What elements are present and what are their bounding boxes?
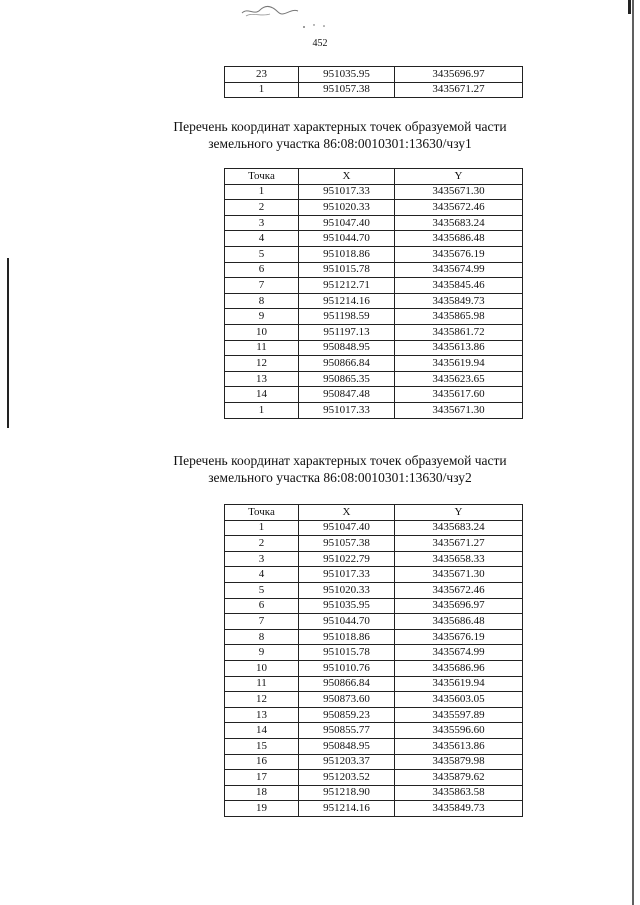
y-cell: 3435596.60 [395, 723, 523, 739]
y-cell: 3435849.73 [395, 293, 523, 309]
point-cell: 13 [225, 371, 299, 387]
point-cell: 1 [225, 184, 299, 200]
x-cell: 950859.23 [299, 707, 395, 723]
table-row [225, 738, 523, 754]
point-cell: 23 [225, 67, 299, 83]
y-cell: 3435613.86 [395, 738, 523, 754]
column-header-x: X [299, 169, 395, 185]
x-cell: 951018.86 [299, 246, 395, 262]
point-cell: 10 [225, 660, 299, 676]
x-cell: 950866.84 [299, 356, 395, 372]
point-cell: 7 [225, 614, 299, 630]
point-cell: 15 [225, 738, 299, 754]
y-cell: 3435623.65 [395, 371, 523, 387]
point-cell: 3 [225, 551, 299, 567]
point-cell: 7 [225, 278, 299, 294]
point-cell: 6 [225, 262, 299, 278]
y-cell: 3435696.97 [395, 598, 523, 614]
x-cell: 951057.38 [299, 536, 395, 552]
y-cell: 3435683.24 [395, 520, 523, 536]
table-row [225, 231, 523, 247]
x-cell: 951047.40 [299, 215, 395, 231]
point-cell: 9 [225, 645, 299, 661]
point-cell: 1 [225, 520, 299, 536]
table-row [225, 567, 523, 583]
scan-edge-right [632, 0, 634, 905]
y-cell: 3435861.72 [395, 324, 523, 340]
table-row [225, 770, 523, 786]
point-cell: 10 [225, 324, 299, 340]
y-cell: 3435879.98 [395, 754, 523, 770]
point-cell: 12 [225, 356, 299, 372]
x-cell: 951035.95 [299, 67, 395, 83]
coordinates-table-chzu2 [224, 504, 523, 817]
table-row [225, 293, 523, 309]
y-cell: 3435686.48 [395, 231, 523, 247]
point-cell: 2 [225, 200, 299, 216]
x-cell: 950848.95 [299, 340, 395, 356]
x-cell: 951015.78 [299, 262, 395, 278]
point-cell: 1 [225, 82, 299, 98]
x-cell: 951035.95 [299, 598, 395, 614]
point-cell: 2 [225, 536, 299, 552]
x-cell: 950873.60 [299, 692, 395, 708]
x-cell: 951212.71 [299, 278, 395, 294]
table-row [225, 371, 523, 387]
column-header-y: Y [395, 505, 523, 521]
x-cell: 951057.38 [299, 82, 395, 98]
point-cell: 6 [225, 598, 299, 614]
x-cell: 951017.33 [299, 402, 395, 418]
y-cell: 3435683.24 [395, 215, 523, 231]
x-cell: 951020.33 [299, 200, 395, 216]
x-cell: 951017.33 [299, 184, 395, 200]
table-row [225, 387, 523, 403]
table-row [225, 262, 523, 278]
scan-edge-mark-top-right [628, 0, 631, 14]
y-cell: 3435671.30 [395, 567, 523, 583]
x-cell: 950866.84 [299, 676, 395, 692]
y-cell: 3435686.96 [395, 660, 523, 676]
point-cell: 14 [225, 387, 299, 403]
coordinates-table-chzu1 [224, 168, 523, 419]
y-cell: 3435619.94 [395, 676, 523, 692]
x-cell: 950848.95 [299, 738, 395, 754]
point-cell: 5 [225, 246, 299, 262]
table-row [225, 614, 523, 630]
table-row [225, 692, 523, 708]
table-row [225, 645, 523, 661]
heading-line: Перечень координат характерных точек образуемой части [173, 453, 507, 468]
table-header-row [225, 169, 523, 185]
scan-noise-dots [300, 22, 340, 30]
heading-line: земельного участка 86:08:0010301:13630/чзу2 [208, 470, 472, 485]
x-cell: 951022.79 [299, 551, 395, 567]
point-cell: 5 [225, 582, 299, 598]
table-row [225, 754, 523, 770]
table-row [225, 184, 523, 200]
x-cell: 951044.70 [299, 614, 395, 630]
x-cell: 950855.77 [299, 723, 395, 739]
point-cell: 8 [225, 293, 299, 309]
y-cell: 3435613.86 [395, 340, 523, 356]
table-row [225, 676, 523, 692]
y-cell: 3435696.97 [395, 67, 523, 83]
x-cell: 951218.90 [299, 785, 395, 801]
point-cell: 14 [225, 723, 299, 739]
table-row [225, 801, 523, 817]
y-cell: 3435658.33 [395, 551, 523, 567]
section-heading-chzu1 [140, 118, 540, 152]
y-cell: 3435676.19 [395, 629, 523, 645]
y-cell: 3435686.48 [395, 614, 523, 630]
point-cell: 11 [225, 340, 299, 356]
y-cell: 3435672.46 [395, 582, 523, 598]
y-cell: 3435617.60 [395, 387, 523, 403]
section-heading-chzu2 [140, 452, 540, 486]
column-header-x: X [299, 505, 395, 521]
y-cell: 3435845.46 [395, 278, 523, 294]
table-row [225, 340, 523, 356]
table-row [225, 536, 523, 552]
heading-line: земельного участка 86:08:0010301:13630/чзу1 [208, 136, 472, 151]
y-cell: 3435674.99 [395, 262, 523, 278]
point-cell: 13 [225, 707, 299, 723]
table-row [225, 582, 523, 598]
table-header-row [225, 505, 523, 521]
table-row [225, 402, 523, 418]
y-cell: 3435672.46 [395, 200, 523, 216]
y-cell: 3435671.30 [395, 402, 523, 418]
x-cell: 951203.37 [299, 754, 395, 770]
table-row [225, 309, 523, 325]
column-header-point: Точка [225, 505, 299, 521]
table-row [225, 520, 523, 536]
point-cell: 19 [225, 801, 299, 817]
table-row [225, 278, 523, 294]
x-cell: 951047.40 [299, 520, 395, 536]
y-cell: 3435849.73 [395, 801, 523, 817]
y-cell: 3435674.99 [395, 645, 523, 661]
y-cell: 3435863.58 [395, 785, 523, 801]
x-cell: 951198.59 [299, 309, 395, 325]
x-cell: 951214.16 [299, 801, 395, 817]
y-cell: 3435671.30 [395, 184, 523, 200]
y-cell: 3435879.62 [395, 770, 523, 786]
table-row [225, 707, 523, 723]
x-cell: 951044.70 [299, 231, 395, 247]
point-cell: 8 [225, 629, 299, 645]
table-row [225, 356, 523, 372]
x-cell: 951020.33 [299, 582, 395, 598]
table-row [225, 324, 523, 340]
x-cell: 951010.76 [299, 660, 395, 676]
scan-edge-mark-left [7, 258, 9, 428]
point-cell: 3 [225, 215, 299, 231]
point-cell: 4 [225, 231, 299, 247]
y-cell: 3435671.27 [395, 82, 523, 98]
x-cell: 951214.16 [299, 293, 395, 309]
point-cell: 16 [225, 754, 299, 770]
y-cell: 3435619.94 [395, 356, 523, 372]
point-cell: 11 [225, 676, 299, 692]
point-cell: 18 [225, 785, 299, 801]
x-cell: 950865.35 [299, 371, 395, 387]
x-cell: 951017.33 [299, 567, 395, 583]
table-row [225, 200, 523, 216]
x-cell: 951203.52 [299, 770, 395, 786]
y-cell: 3435676.19 [395, 246, 523, 262]
table-row [225, 629, 523, 645]
table-row [225, 82, 523, 98]
x-cell: 951018.86 [299, 629, 395, 645]
point-cell: 1 [225, 402, 299, 418]
scan-noise-scribble [240, 4, 300, 18]
table-row [225, 67, 523, 83]
table-row [225, 551, 523, 567]
point-cell: 12 [225, 692, 299, 708]
y-cell: 3435865.98 [395, 309, 523, 325]
y-cell: 3435671.27 [395, 536, 523, 552]
point-cell: 9 [225, 309, 299, 325]
table-row [225, 246, 523, 262]
column-header-point: Точка [225, 169, 299, 185]
heading-line: Перечень координат характерных точек образуемой части [173, 119, 507, 134]
column-header-y: Y [395, 169, 523, 185]
page-number: 452 [312, 38, 328, 49]
point-cell: 4 [225, 567, 299, 583]
y-cell: 3435603.05 [395, 692, 523, 708]
table-row [225, 215, 523, 231]
table-row [225, 723, 523, 739]
table-row [225, 598, 523, 614]
table-row [225, 660, 523, 676]
point-cell: 17 [225, 770, 299, 786]
y-cell: 3435597.89 [395, 707, 523, 723]
x-cell: 951197.13 [299, 324, 395, 340]
x-cell: 951015.78 [299, 645, 395, 661]
table-row [225, 785, 523, 801]
x-cell: 950847.48 [299, 387, 395, 403]
coordinates-table-continuation [224, 66, 523, 98]
